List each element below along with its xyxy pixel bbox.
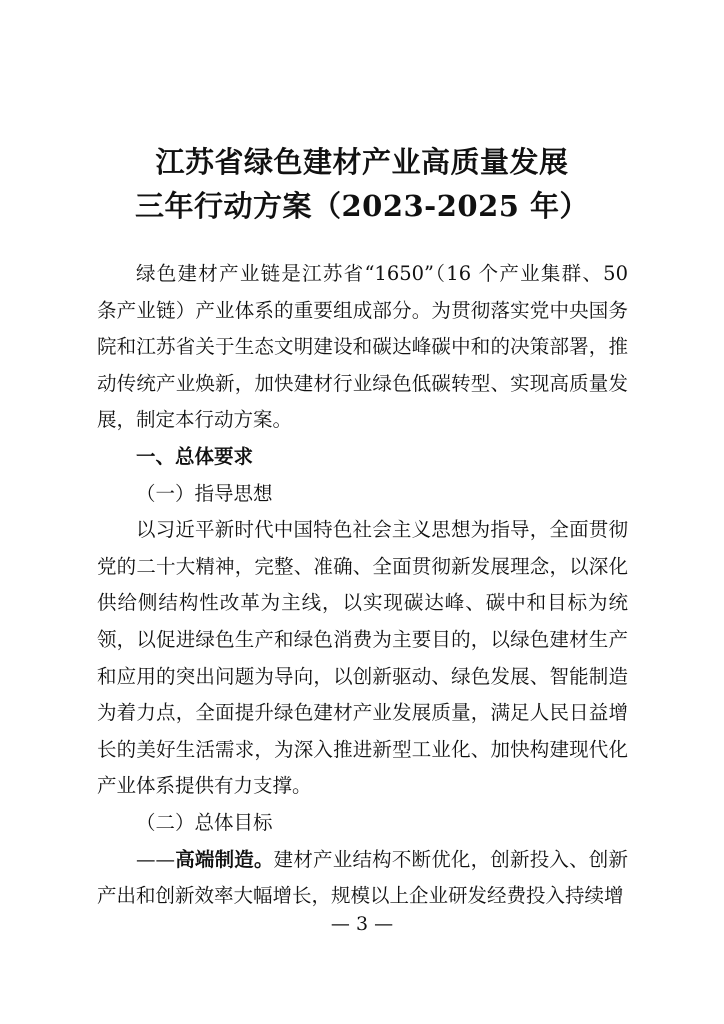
goal-text: 建材产业结构不断优化，创新投入、创新产出和创新效率大幅增长，规模以上企业研发经费投入持续增 [97,847,628,908]
goals-paragraph [97,842,628,915]
goal-lead: 高端制造。 [175,847,274,871]
section-heading: 一、总体要求 [136,444,254,468]
document-title [0,140,724,228]
guiding-paragraph: 以习近平新时代中国特色社会主义思想为指导，全面贯彻党的二十大精神，完整、准确、全面贯彻新发展理念，以深化供给侧结构性改革为主线，以实现碳达峰、碳中和目标为统领，以促进绿色生产和绿色消费为主要目的，以绿色建材生产和应用的突出问题为导向，以创新驱动、绿色发展、智能制造为着力点，全面提升绿色建材产业发展质量，满足人民日益增长的美好生活需求，为深入推进新型工业化、加快构建现代化产业体系提供有力支撑。 [97,518,628,798]
title-line-2: 三年行动方案（2023-2025 年） [134,189,590,223]
document-body [97,256,628,915]
subsection-heading-goals: （二）总体目标 [136,810,273,834]
em-dash: —— [136,847,175,871]
page-number: — 3 — [330,913,394,935]
title-line-1: 江苏省绿色建材产业高质量发展 [155,145,569,179]
subsection-heading-guiding: （一）指导思想 [136,481,273,505]
intro-paragraph: 绿色建材产业链是江苏省“1650”（16 个产业集群、50 条产业链）产业体系的重要组成部分。为贯彻落实党中央国务院和江苏省关于生态文明建设和碳达峰碳中和的决策部署，推动传统产业焕新，加快建材行业绿色低碳转型、实现高质量发展，制定本行动方案。 [97,262,628,432]
